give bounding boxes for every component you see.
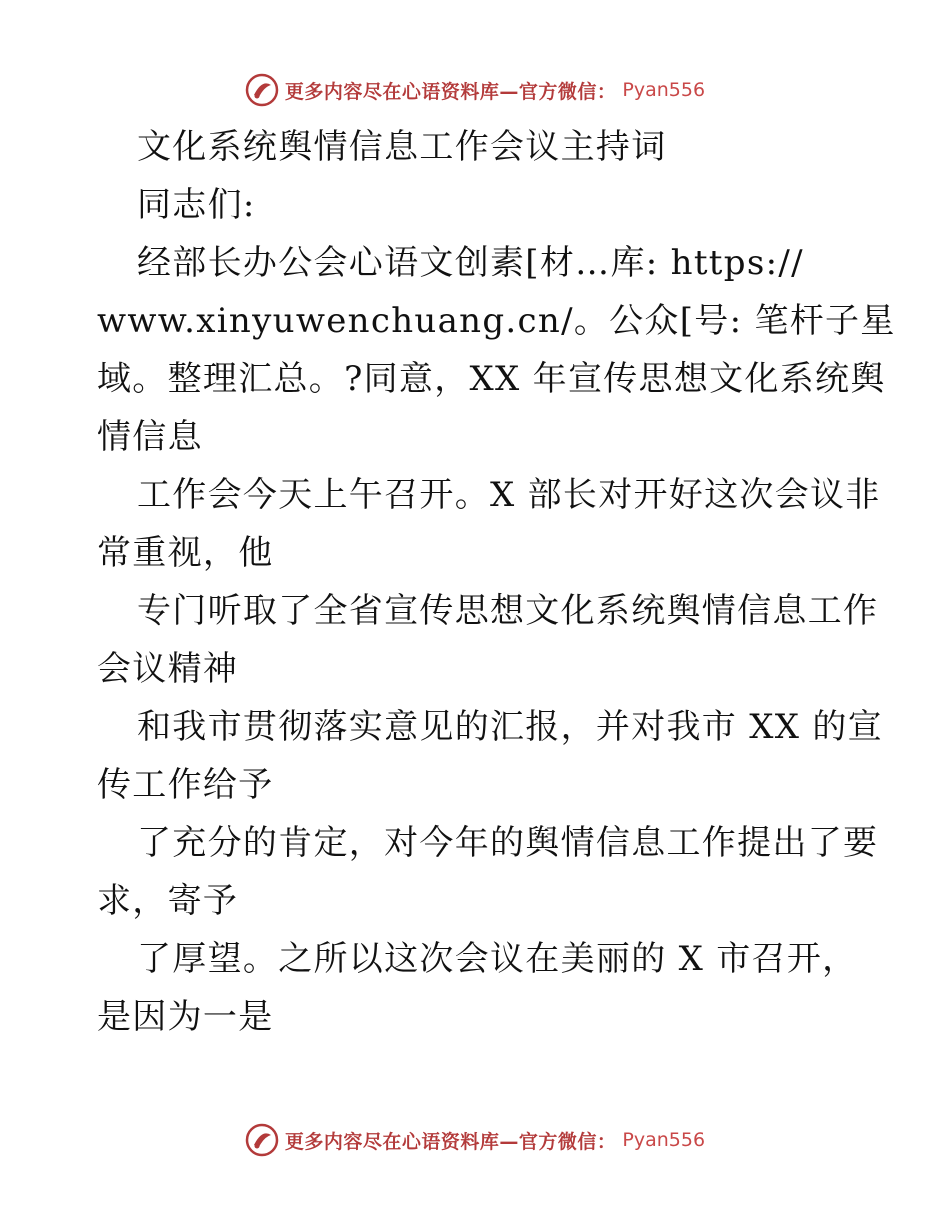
text-line: 了充分的肯定，对今年的舆情信息工作提出了要 — [137, 823, 879, 863]
text-line: 和我市贯彻落实意见的汇报，并对我市 XX 的宣 — [137, 707, 883, 747]
text-line: 常重视，他 — [97, 533, 274, 573]
text-line: 求，寄予 — [97, 881, 239, 921]
footer-watermark — [0, 1118, 950, 1162]
watermark-text: 更多内容尽在心语资料库—官方微信： — [284, 1130, 617, 1153]
text-line: 传工作给予 — [97, 765, 274, 805]
text-line: 情信息 — [97, 417, 203, 457]
header-watermark — [0, 68, 950, 112]
text-line: 了厚望。之所以这次会议在美丽的 X 市召开， — [137, 939, 858, 979]
watermark-wechat-id: Pyan556 — [622, 1129, 706, 1151]
text-line: 会议精神 — [97, 649, 239, 689]
brand-logo-icon — [245, 73, 279, 107]
text-line: 专门听取了全省宣传思想文化系统舆情信息工作 — [137, 591, 879, 631]
text-line: 文化系统舆情信息工作会议主持词 — [137, 127, 667, 167]
watermark-wechat-id: Pyan556 — [622, 79, 706, 101]
watermark-text: 更多内容尽在心语资料库—官方微信： — [284, 80, 617, 103]
text-line: www.xinyuwenchuang.cn/。公众[号: 笔杆子星 — [97, 301, 896, 341]
document-body — [97, 118, 896, 1046]
text-line: 域。整理汇总。?同意，XX 年宣传思想文化系统舆 — [97, 359, 886, 399]
text-line: 同志们: — [137, 185, 256, 225]
text-line: 是因为一是 — [97, 997, 274, 1037]
brand-logo-icon — [245, 1123, 279, 1157]
text-line: 工作会今天上午召开。X 部长对开好这次会议非 — [137, 475, 881, 515]
text-line: 经部长办公会心语文创素[材…库: https:// — [137, 243, 804, 283]
